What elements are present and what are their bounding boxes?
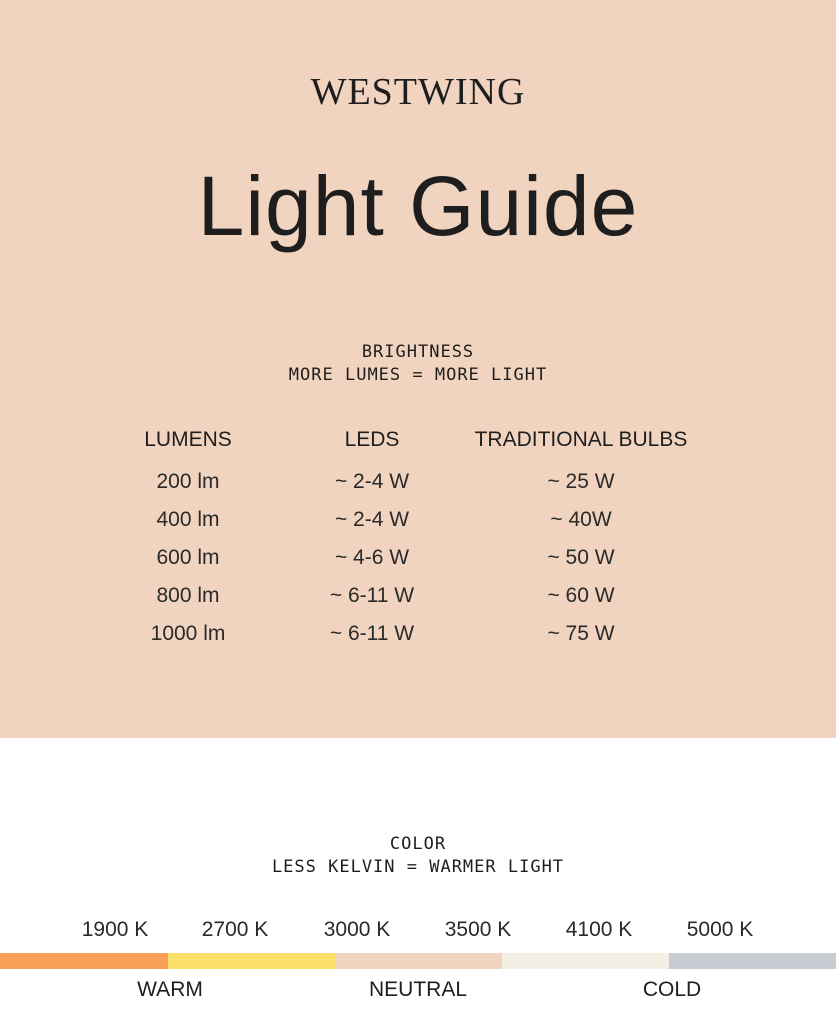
kelvin-label: 3500 K bbox=[444, 918, 512, 941]
page-title: Light Guide bbox=[197, 159, 639, 253]
table-cell-lumens: 400 lm bbox=[156, 508, 220, 531]
brand-logo: WESTWING bbox=[310, 71, 526, 113]
color-swatch-neutral bbox=[335, 953, 502, 969]
zone-label-cold: COLD bbox=[642, 978, 702, 1001]
brightness-subheading: MORE LUMES = MORE LIGHT bbox=[288, 365, 548, 385]
color-swatch-warm-neutral bbox=[168, 953, 335, 969]
table-cell-traditional: ~ 50 W bbox=[547, 546, 615, 569]
color-swatch-cold bbox=[669, 953, 836, 969]
kelvin-label: 3000 K bbox=[323, 918, 391, 941]
table-cell-lumens: 600 lm bbox=[156, 546, 220, 569]
table-cell-leds: ~ 2-4 W bbox=[334, 508, 410, 531]
table-cell-leds: ~ 4-6 W bbox=[334, 546, 410, 569]
table-cell-lumens: 200 lm bbox=[156, 470, 220, 493]
column-header-leds: LEDS bbox=[344, 428, 400, 451]
table-cell-traditional: ~ 25 W bbox=[547, 470, 615, 493]
zone-label-warm: WARM bbox=[137, 978, 203, 1001]
kelvin-label: 2700 K bbox=[201, 918, 269, 941]
kelvin-label: 5000 K bbox=[686, 918, 754, 941]
table-cell-leds: ~ 2-4 W bbox=[334, 470, 410, 493]
brightness-heading: BRIGHTNESS bbox=[361, 342, 475, 362]
table-cell-leds: ~ 6-11 W bbox=[329, 622, 415, 645]
table-cell-lumens: 800 lm bbox=[156, 584, 220, 607]
kelvin-label: 1900 K bbox=[81, 918, 149, 941]
color-subheading: LESS KELVIN = WARMER LIGHT bbox=[271, 857, 565, 877]
column-header-traditional-bulbs: TRADITIONAL BULBS bbox=[474, 428, 688, 451]
table-cell-traditional: ~ 40W bbox=[550, 508, 612, 531]
color-swatch-neutral-cold bbox=[502, 953, 669, 969]
zone-label-neutral: NEUTRAL bbox=[368, 978, 468, 1001]
table-cell-leds: ~ 6-11 W bbox=[329, 584, 415, 607]
column-header-lumens: LUMENS bbox=[144, 428, 232, 451]
table-cell-lumens: 1000 lm bbox=[150, 622, 226, 645]
color-swatch-warm bbox=[0, 953, 168, 969]
table-cell-traditional: ~ 60 W bbox=[547, 584, 615, 607]
kelvin-label: 4100 K bbox=[565, 918, 633, 941]
color-heading: COLOR bbox=[389, 834, 447, 854]
table-cell-traditional: ~ 75 W bbox=[547, 622, 615, 645]
